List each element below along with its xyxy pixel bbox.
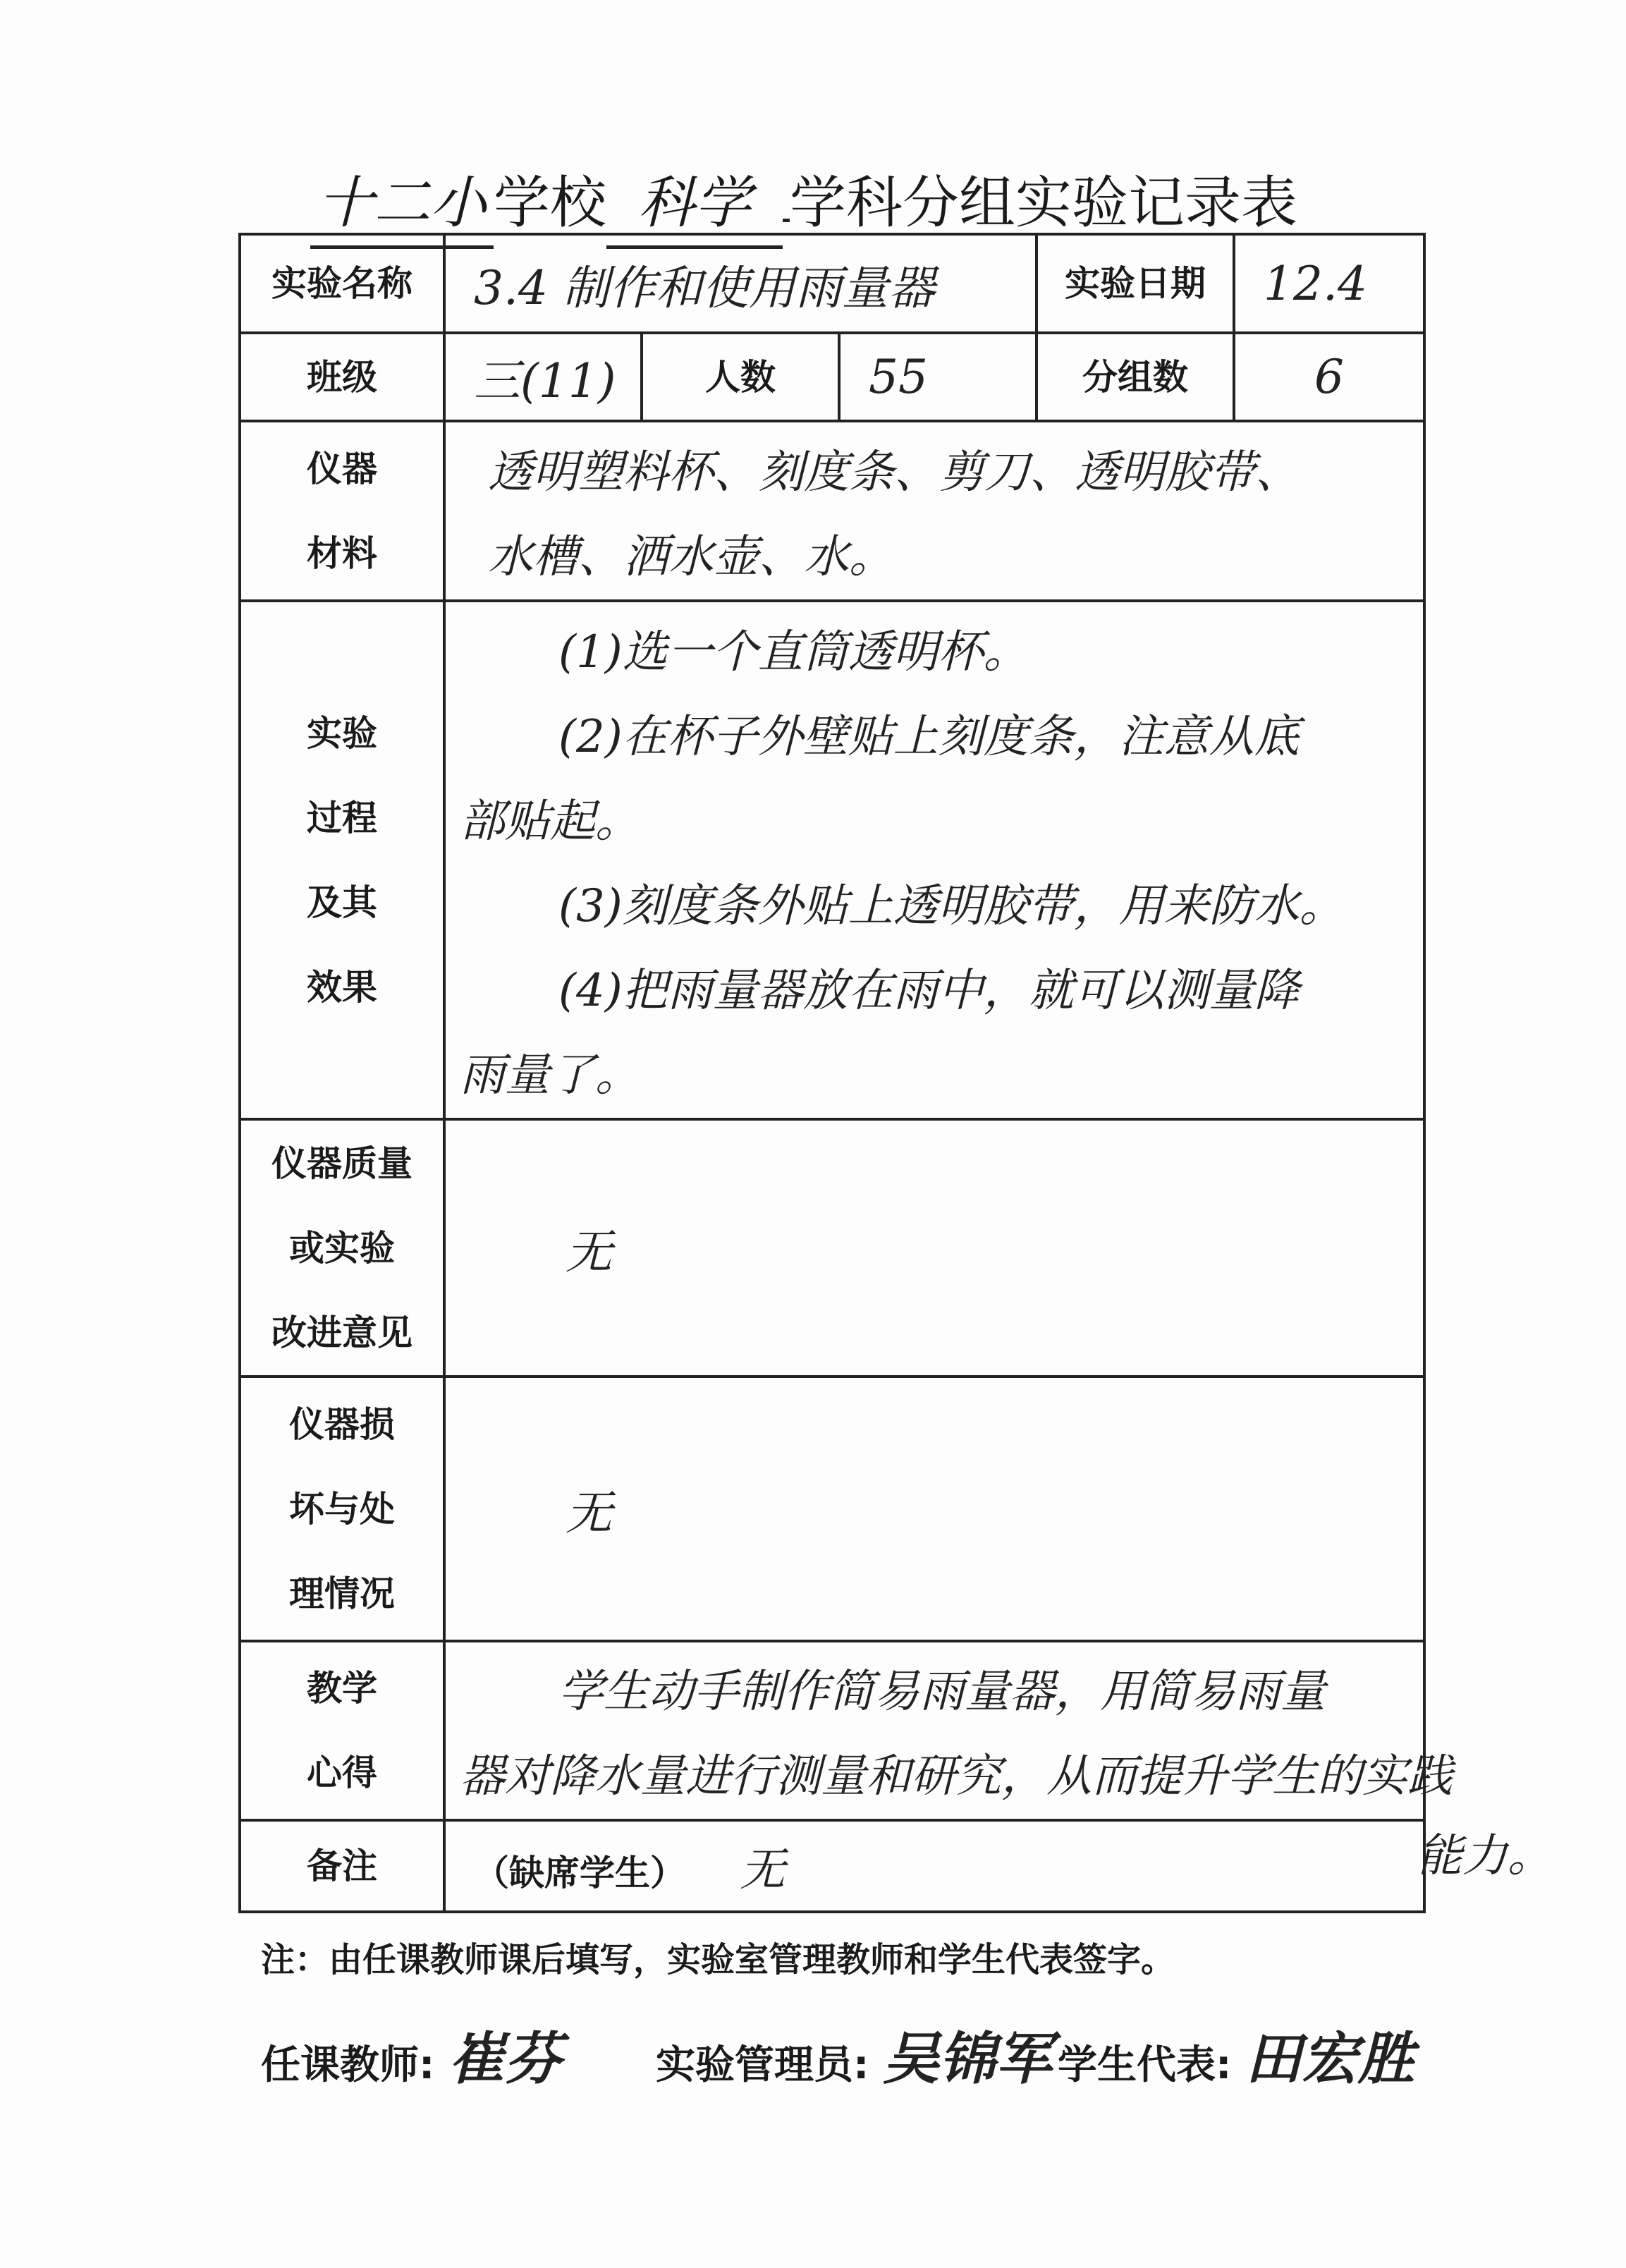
quality-label: 仪器质量 或实验 改进意见 — [240, 1119, 444, 1377]
experiment-name-label: 实验名称 — [240, 234, 444, 333]
teacher-signature: 任课教师: 崔芬 — [261, 2025, 561, 2092]
quality-value: 无 — [444, 1119, 1424, 1377]
groups-label: 分组数 — [1037, 333, 1234, 421]
row-quality — [240, 1119, 1424, 1377]
reflection-label: 教学 心得 — [240, 1641, 444, 1820]
row-process — [240, 601, 1424, 1119]
damage-value: 无 — [444, 1377, 1424, 1641]
row-class — [240, 333, 1424, 421]
class-value: 三(11) — [444, 333, 642, 421]
reflection-overflow: 能力。 — [1417, 1830, 1553, 1882]
subject-fill: 科学 — [606, 161, 783, 249]
footnote: 注：由任课教师课后填写，实验室管理教师和学生代表签字。 — [261, 1940, 1175, 1980]
experiment-date-value: 12.4 — [1234, 234, 1424, 333]
row-reflection — [240, 1641, 1424, 1820]
record-table — [238, 233, 1453, 1913]
groups-value: 6 — [1234, 333, 1424, 421]
remarks-label: 备注 — [240, 1820, 444, 1912]
equipment-label: 仪器 材料 — [240, 421, 444, 601]
reflection-value: 学生动手制作简易雨量器，用简易雨量 器对降水量进行测量和研究，从而提升学生的实践 — [444, 1641, 1424, 1820]
process-label: 实验 过程 及其 效果 — [240, 601, 444, 1119]
equipment-value: 透明塑料杯、刻度条、剪刀、透明胶带、 水槽、洒水壶、水。 — [444, 421, 1424, 601]
row-equipment — [240, 421, 1424, 601]
school-name-fill: 十二小 — [310, 161, 494, 249]
row-damage — [240, 1377, 1424, 1641]
student-signature: 学生代表: 田宏胜 — [1058, 2025, 1414, 2092]
headcount-value: 55 — [839, 333, 1037, 421]
damage-label: 仪器损 坏与处 理情况 — [240, 1377, 444, 1641]
admin-signature: 实验管理员: 吴锦军 — [656, 2025, 1052, 2092]
class-label: 班级 — [240, 333, 444, 421]
row-name-date — [240, 234, 1424, 333]
title-suffix: 学科分组实验记录表 — [790, 170, 1297, 236]
process-value: (1)选一个直筒透明杯。 (2)在杯子外壁贴上刻度条，注意从底 部贴起。 (3)刻度条外贴上透明胶带，用来防水。 (4)把雨量器放在雨中，就可以测量降 雨量了。 — [444, 601, 1424, 1119]
headcount-label: 人数 — [642, 333, 839, 421]
remarks-value: （缺席学生） 无 — [444, 1820, 1424, 1912]
experiment-name-value: 3.4 制作和使用雨量器 — [444, 234, 1037, 333]
school-label: 学校 — [494, 170, 606, 236]
experiment-date-label: 实验日期 — [1037, 234, 1234, 333]
row-remarks — [240, 1820, 1424, 1912]
